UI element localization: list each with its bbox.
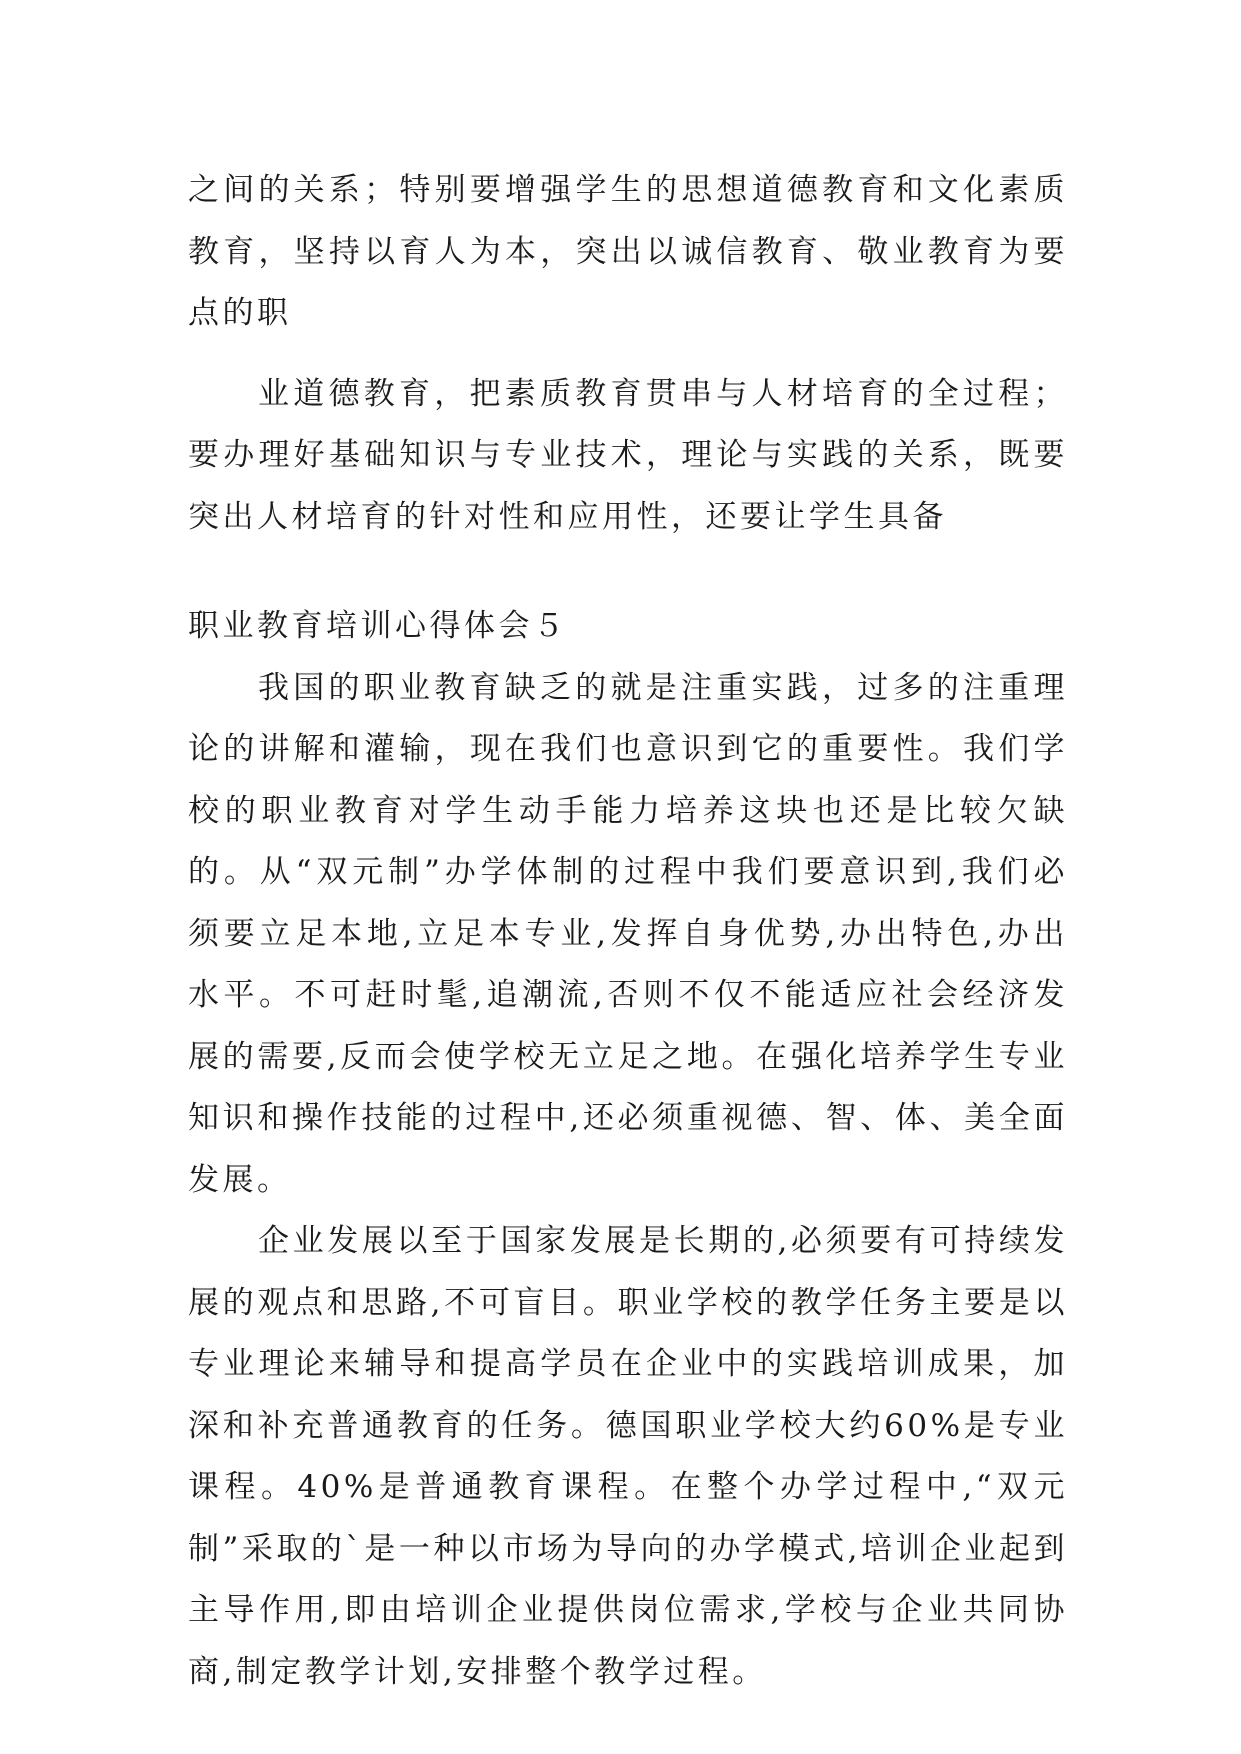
section-heading: 职业教育培训心得体会５ [188, 608, 568, 644]
paragraph-development: 企业发展以至于国家发展是长期的,必须要有可持续发展的观点和思路,不可盲目。职业学校的教学任务主要是以专业理论来辅导和提高学员在企业中的实践培训成果，加深和补充普通教育的任务。德国职业学校大约60%是专业课程。40%是普通教育课程。在整个办学过程中,“双元制”采取的`是一种以市场为导向的办学模式,培训企业起到主导作用,即由培训企业提供岗位需求,学校与企业共同协商,制定教学计划,安排整个教学过程。 [188, 1223, 1068, 1690]
paragraph-practice: 我国的职业教育缺乏的就是注重实践，过多的注重理论的讲解和灌输，现在我们也意识到它的重要性。我们学校的职业教育对学生动手能力培养这块也还是比较欠缺的。从“双元制”办学体制的过程中我们要意识到,我们必须要立足本地,立足本专业,发挥自身优势,办出特色,办出水平。不可赶时髦,追潮流,否则不仅不能适应社会经济发展的需要,反而会使学校无立足之地。在强化培养学生专业知识和操作技能的过程中,还必须重视德、智、体、美全面发展。 [188, 669, 1068, 1198]
document-page [188, 160, 1068, 1703]
paragraph-continuation: 之间的关系；特别要增强学生的思想道德教育和文化素质教育，坚持以育人为本，突出以诚信教育、敬业教育为要点的职 [188, 172, 1068, 331]
paragraph-moral-education: 业道德教育，把素质教育贯串与人材培育的全过程；要办理好基础知识与专业技术，理论与实践的关系，既要突出人材培育的针对性和应用性，还要让学生具备 [188, 375, 1068, 535]
